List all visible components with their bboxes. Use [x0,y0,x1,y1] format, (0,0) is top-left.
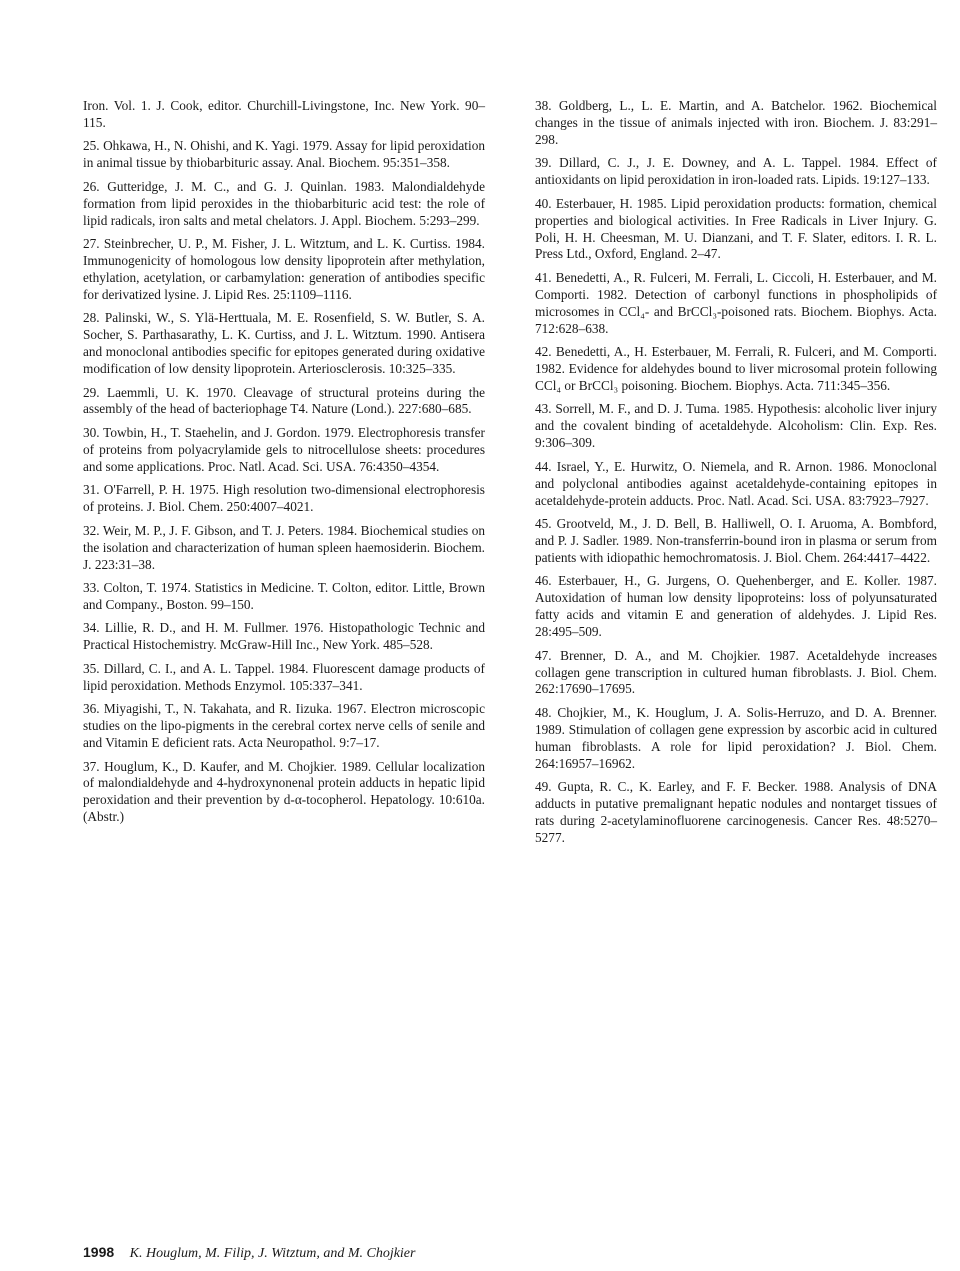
running-footer-authors: K. Houglum, M. Filip, J. Witztum, and M. Chojkier [129,1246,416,1261]
reference-43: 43. Sorrell, M. F., and D. J. Tuma. 1985. Hypothesis: alcoholic liver injury and the covalent binding of acetaldehyde. Alcoholism: Clin. Exp. Res. 9:306–309. [535,401,937,451]
reference-30: 30. Towbin, H., T. Staehelin, and J. Gordon. 1979. Electrophoresis transfer of proteins from polyacrylamide gels to nitrocellulose sheets: procedures and some applications. Proc. Natl. Acad. Sci. USA. 76:4350–4354. [83,424,485,474]
reference-33: 33. Colton, T. 1974. Statistics in Medicine. T. Colton, editor. Little, Brown and Company., Boston. 99–150. [83,580,485,612]
reference-42: 42. Benedetti, A., H. Esterbauer, M. Ferrali, R. Fulceri, and M. Comporti. 1982. Evidence for aldehydes bound to liver microsomal protein following CCl₄ or BrCCl₃ poisoning. Biochem. Biophys. Acta. 711:345–356. [535,344,937,393]
reference-47: 47. Brenner, D. A., and M. Chojkier. 1987. Acetaldehyde increases collagen gene transcription in cultured human fibroblasts. J. Biol. Chem. 262:17690–17695. [535,647,937,697]
reference-25: 25. Ohkawa, H., N. Ohishi, and K. Yagi. 1979. Assay for lipid peroxidation in animal tissue by thiobarbituric assay. Anal. Biochem. 95:351–358. [83,138,485,171]
reference-48: 48. Chojkier, M., K. Houglum, J. A. Solis-Herruzo, and D. A. Brenner. 1989. Stimulation of collagen gene expression by ascorbic acid in cultured human fibroblasts. A role for lipid peroxidation? J. Biol. Chem. 264:16957–16962. [535,704,937,771]
reference-49: 49. Gupta, R. C., K. Earley, and F. F. Becker. 1988. Analysis of DNA adducts in putative premalignant hepatic nodules and nontarget tissues of rats during 2-acetylaminofluorene carcinogenesis. Cancer Res. 48:5270–5277. [535,779,937,845]
reference-38: 38. Goldberg, L., L. E. Martin, and A. Batchelor. 1962. Biochemical changes in the tissue of animals injected with iron. Biochem. J. 83:291–298. [535,98,937,147]
reference-34: 34. Lillie, R. D., and H. M. Fullmer. 1976. Histopathologic Technic and Practical Histochemistry. McGraw-Hill Inc., New York. 485–528. [83,620,485,653]
reference-41: 41. Benedetti, A., R. Fulceri, M. Ferrali, L. Ciccoli, H. Esterbauer, and M. Comporti. 1982. Detection of carbonyl functions in phospholipids of microsomes in CCl₄- and BrCCl₃-poisoned rats. Biochem. Biophys. Acta. 712:628–638. [535,269,937,336]
reference-26: 26. Gutteridge, J. M. C., and G. J. Quinlan. 1983. Malondialdehyde formation from lipid peroxides in the thiobarbituric acid test: the role of lipid radicals, iron salts and metal chelators. J. Appl. Biochem. 5:293–299. [83,178,485,228]
reference-40: 40. Esterbauer, H. 1985. Lipid peroxidation products: formation, chemical properties and biological activities. In Free Radicals in Liver Injury. G. Poli, H. H. Cheesman, M. U. Dianzani, and T. F. Slater, editors. I. R. L. Press Ltd., Oxford, England. 2–47. [535,195,937,262]
reference-46: 46. Esterbauer, H., G. Jurgens, O. Quehenberger, and E. Koller. 1987. Autoxidation of human low density lipoproteins: loss of polyunsaturated fatty acids and vitamin E and generation of aldehydes. J. Lipid Res. 28:495–509. [535,573,937,640]
page-number: 1998 [83,1244,115,1260]
reference-24-continued: Iron. Vol. 1. J. Cook, editor. Churchill-Livingstone, Inc. New York. 90–115. [83,98,485,130]
references-left-column [83,98,485,833]
reference-32: 32. Weir, M. P., J. F. Gibson, and T. J. Peters. 1984. Biochemical studies on the isolation and characterization of human spleen haemosiderin. Biochem. J. 223:31–38. [83,522,485,572]
reference-28: 28. Palinski, W., S. Ylä-Herttuala, M. E. Rosenfield, S. W. Butler, S. A. Socher, S. Parthasarathy, L. K. Curtiss, and J. L. Witztum. 1990. Antisera and monoclonal antibodies specific for epitopes generated during oxidative modification of low density lipoprotein. Arteriosclerosis. 10:325–335. [83,310,485,377]
reference-36: 36. Miyagishi, T., N. Takahata, and R. Iizuka. 1967. Electron microscopic studies on the lipo-pigments in the cerebral cortex nerve cells of senile and and Vitamin E deficient rats. Acta Neuropathol. 9:7–17. [83,701,485,751]
reference-35: 35. Dillard, C. I., and A. L. Tappel. 1984. Fluorescent damage products of lipid peroxidation. Methods Enzymol. 105:337–341. [83,660,485,693]
references-right-column [535,98,937,853]
reference-39: 39. Dillard, C. J., J. E. Downey, and A. L. Tappel. 1984. Effect of antioxidants on lipid peroxidation in iron-loaded rats. Lipids. 19:127–133. [535,155,937,188]
reference-44: 44. Israel, Y., E. Hurwitz, O. Niemela, and R. Arnon. 1986. Monoclonal and polyclonal antibodies against acetaldehyde-containing epitopes in acetaldehyde-protein adducts. Proc. Natl. Acad. Sci. USA. 83:7923–7927. [535,458,937,508]
reference-45: 45. Grootveld, M., J. D. Bell, B. Halliwell, O. I. Aruoma, A. Bombford, and P. J. Sadler. 1989. Non-transferrin-bound iron in plasma or serum from patients with idiopathic hemochromatosis. J. Biol. Chem. 264:4417–4422. [535,516,937,565]
reference-31: 31. O'Farrell, P. H. 1975. High resolution two-dimensional electrophoresis of proteins. J. Biol. Chem. 250:4007–4021. [83,482,485,515]
reference-27: 27. Steinbrecher, U. P., M. Fisher, J. L. Witztum, and L. K. Curtiss. 1984. Immunogenicity of homologous low density lipoprotein after methylation, ethylation, acetylation, or carbamylation: generation of antibodies specific for derivatized lysine. J. Lipid Res. 25:1109–1116. [83,236,485,302]
page-footer [83,1243,415,1263]
reference-37: 37. Houglum, K., D. Kaufer, and M. Chojkier. 1989. Cellular localization of malondialdehyde and 4-hydroxynonenal protein adducts in hepatic lipid peroxidation and their prevention by d-α-tocopherol. Hepatology. 10:610a. (Abstr.) [83,758,485,825]
reference-29: 29. Laemmli, U. K. 1970. Cleavage of structural proteins during the assembly of the head of bacteriophage T4. Nature (Lond.). 227:680–685. [83,384,485,417]
